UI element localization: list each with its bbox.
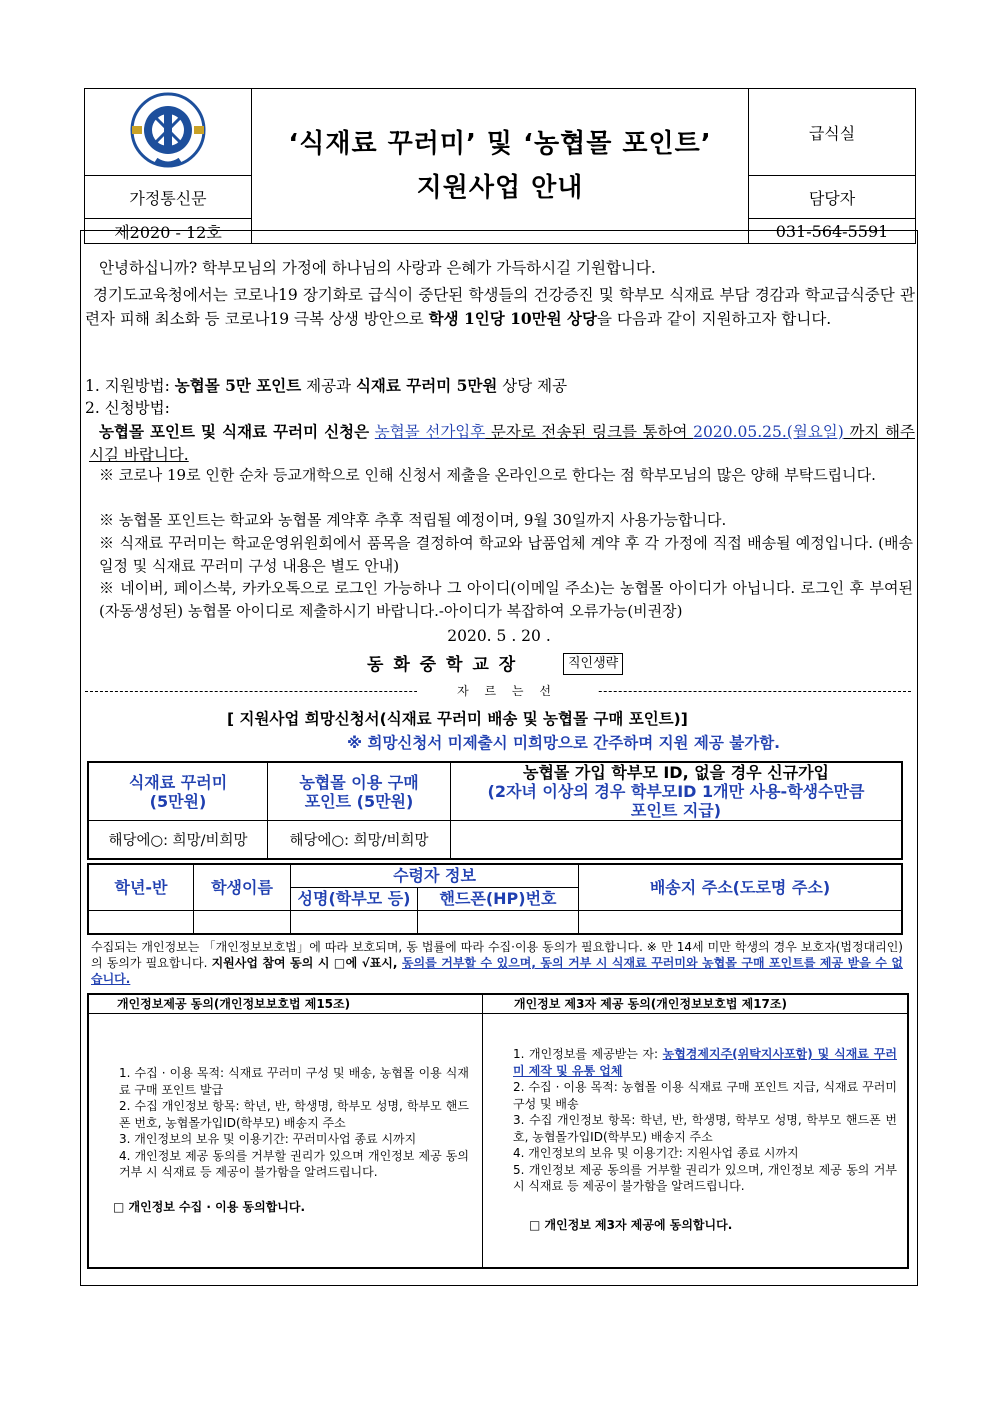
form-title: [ 지원사업 희망신청서(식재료 꾸러미 배송 및 농협몰 구매 포인트)] <box>227 710 688 728</box>
date: 2020. 5 . 20 . <box>447 627 551 645</box>
method-text-1: 제공과 <box>301 377 356 395</box>
grade-header: 학년-반 <box>88 864 194 910</box>
id-input-cell[interactable] <box>451 821 903 859</box>
phone-input[interactable] <box>418 910 579 934</box>
method-text-2: 상당 제공 <box>497 377 568 395</box>
apply-deadline: 2020.05.25.(월요일) <box>693 423 844 441</box>
consent-divider <box>482 995 483 1267</box>
apply-label: 2. 신청방법: <box>85 399 170 417</box>
form-warning: ※ 희망신청서 미제출시 미희망으로 간주하며 지원 제공 불가함. <box>347 734 781 752</box>
right-consent-items <box>513 1046 897 1195</box>
seal-omitted: 직인생략 <box>563 653 623 675</box>
point-choice[interactable]: 해당에○: 희망/비희망 <box>268 821 451 859</box>
left-consent-title: 개인정보제공 동의(개인정보보호법 제15조) <box>117 997 351 1011</box>
right-item-3: 3. 수집 개인정보 항목: 학년, 반, 학생명, 학부모 성명, 학부모 핸드폰 번호, 농협몰가입ID(학부모) 배송지 주소 <box>513 1113 897 1144</box>
intro-text-1: 경기도교육청에서는 코로나19 장기화로 급식이 중단된 학생들의 건강증진 및 학부모 식재료 부담 경감과 학교급식중단 관련자 피해 최소화 등 코로나19 극복 상생 방안으로 <box>85 286 915 328</box>
intro-text-2: 을 다음과 같이 지원하고자 합니다. <box>596 310 832 328</box>
title-line-2: 지원사업 안내 <box>416 173 584 203</box>
support-method <box>85 374 915 398</box>
grade-input[interactable] <box>88 910 194 934</box>
note-4: ※ 네이버, 페이스북, 카카오톡으로 로그인 가능하나 그 아이디(이메일 주소)는 농협몰 아이디가 아닙니다. 로그인 후 부여된(자동생성된) 농협몰 아이디로 제출하시기 바랍니다.-아이디가 복잡하여 오류가능(비권장) <box>99 579 913 620</box>
header-table <box>84 88 916 244</box>
privacy-notice-text: 수집되는 개인정보는 「개인정보보호법」에 따라 보호되며, 동 법률에 따라 수집·이용 동의가 필요합니다. ※ 만 14세 미만 학생의 경우 보호자(법정대리인)의 동의가 필요합니다. <box>91 940 903 970</box>
right-item-2: 2. 수집 · 이용 목적: 농협몰 이용 식재료 구매 포인트 지급, 식재료 꾸러미 구성 및 배송 <box>513 1080 897 1111</box>
greeting: 안녕하십니까? 학부모님의 가정에 하나님의 사랑과 은혜가 가득하시길 기원합니다. <box>99 259 656 277</box>
right-item-1-blue: 농협경제지주(위탁지사포함) 및 식재료 꾸러미 제작 및 유통 업체 <box>513 1047 897 1078</box>
apply-text-2: 까지 해주시길 바랍니다. <box>89 423 915 464</box>
privacy-notice <box>91 939 903 987</box>
left-item-1: 1. 수집 · 이용 목적: 식재료 꾸러미 구성 및 배송, 농협몰 이용 식재료 구매 포인트 발급 <box>119 1066 469 1097</box>
note-3: ※ 식재료 꾸러미는 학교운영위원회에서 품목을 결정하여 학교와 납품업체 계약 후 각 가정에 직접 배송될 예정입니다. (배송일정 및 식재료 꾸러미 구성 내용은 별도 안내) <box>99 534 913 575</box>
apply-text-1: 문자로 전송된 링크를 통하여 <box>485 423 694 441</box>
intro-paragraph <box>85 284 915 331</box>
student-table <box>87 863 903 935</box>
privacy-notice-blue: 동의를 거부할 수 있으며, 동의 거부 시 식재료 꾸러미와 농협몰 구매 포인트를 제공 받을 수 없습니다. <box>91 956 903 986</box>
package-choice[interactable]: 해당에○: 희망/비희망 <box>88 821 268 859</box>
point-header <box>268 762 451 821</box>
left-item-4: 4. 개인정보 제공 동의를 거부할 권리가 있으며 개인정보 제공 동의 거부 시 식재료 등 제공이 불가함을 알려드립니다. <box>119 1148 469 1179</box>
right-consent-title: 개인정보 제3자 제공 동의(개인정보보호법 제17조) <box>514 997 787 1011</box>
issue-number: 제2020 - 12호 <box>85 219 252 244</box>
note-1: ※ 코로나 19로 인한 순차 등교개학으로 인해 신청서 제출을 온라인으로 한다는 점 학부모님의 많은 양해 부탁드립니다. <box>99 466 876 484</box>
phone-header: 핸드폰(HP)번호 <box>418 887 579 910</box>
id-header-line2: (2자녀 이상의 경우 학부모ID 1개만 사용-학생수만큼 <box>487 782 865 801</box>
consent-area <box>87 993 909 1269</box>
note-2: ※ 농협몰 포인트는 학교와 농협몰 계약후 추후 적립될 예정이며, 9월 30일까지 사용가능합니다. <box>99 511 727 529</box>
request-table <box>87 761 903 860</box>
right-item-5: 5. 개인정보 제공 동의를 거부할 권리가 있으며, 개인정보 제공 동의 거부 시 식재료 등 제공이 불가함을 알려드립니다. <box>513 1162 897 1193</box>
id-header-line1: 농협몰 가입 학부모 ID, 없을 경우 신규가입 <box>522 763 830 782</box>
intro-bold: 학생 1인당 10만원 상당 <box>428 309 597 328</box>
left-consent-checkbox[interactable]: □ 개인정보 수집 · 이용 동의합니다. <box>113 1200 306 1214</box>
main-content <box>80 230 918 1286</box>
right-item-4: 4. 개인정보의 보유 및 이용기간: 지원사업 종료 시까지 <box>513 1146 799 1160</box>
contact-label: 담당자 <box>749 176 916 219</box>
package-header-line1: 식재료 꾸러미 <box>128 772 228 792</box>
recipient-header: 수령자 정보 <box>291 864 579 887</box>
left-item-2: 2. 수집 개인정보 항목: 학년, 반, 학생명, 학부모 성명, 학부모 핸드폰 번호, 농협몰가입ID(학부모) 배송지 주소 <box>119 1099 469 1130</box>
right-item-1 <box>513 1046 897 1079</box>
right-item-1-text: 1. 개인정보를 제공받는 자: <box>513 1047 663 1061</box>
student-input[interactable] <box>194 910 291 934</box>
address-header: 배송지 주소(도로명 주소) <box>579 864 903 910</box>
cut-line-label: 자 르 는 선 <box>417 682 597 699</box>
apply-link[interactable]: 농협몰 선가입후 <box>374 423 486 441</box>
point-header-line1: 농협몰 이용 구매 <box>299 772 419 792</box>
method-package: 식재료 꾸러미 5만원 <box>355 376 498 395</box>
id-header <box>451 762 903 821</box>
principal-name: 동 화 중 학 교 장 <box>367 655 518 675</box>
method-label: 1. 지원방법: <box>85 377 170 395</box>
title-cell <box>252 89 749 244</box>
apply-paragraph <box>89 420 915 467</box>
dept-cell: 급식실 <box>749 89 916 176</box>
phone-number: 031-564-5591 <box>749 219 916 244</box>
package-header <box>88 762 268 821</box>
left-item-3: 3. 개인정보의 보유 및 이용기간: 꾸러미사업 종료 시까지 <box>119 1132 417 1146</box>
left-consent-items <box>119 1065 469 1181</box>
privacy-notice-bold: 지원사업 참여 동의 시 □에 √표시, <box>211 956 402 970</box>
newsletter-label: 가정통신문 <box>85 176 252 219</box>
id-header-line3: 포인트 지급) <box>630 801 722 820</box>
apply-bold: 농협몰 포인트 및 식재료 꾸러미 신청은 <box>99 422 370 441</box>
package-header-line2: (5만원) <box>149 791 207 811</box>
school-logo-icon <box>126 90 210 170</box>
parent-name-input[interactable] <box>291 910 418 934</box>
method-point: 농협몰 5만 포인트 <box>174 376 302 395</box>
consent-header-line <box>89 1013 907 1014</box>
right-consent-checkbox[interactable]: □ 개인정보 제3자 제공에 동의합니다. <box>529 1218 733 1232</box>
student-header: 학생이름 <box>194 864 291 910</box>
point-header-line2: 포인트 (5만원) <box>304 791 414 811</box>
parent-name-header: 성명(학부모 등) <box>291 887 418 910</box>
address-input[interactable] <box>579 910 903 934</box>
logo-cell <box>85 89 252 176</box>
title-line-1: ‘식재료 꾸러미’ 및 ‘농협몰 포인트’ <box>288 129 712 159</box>
